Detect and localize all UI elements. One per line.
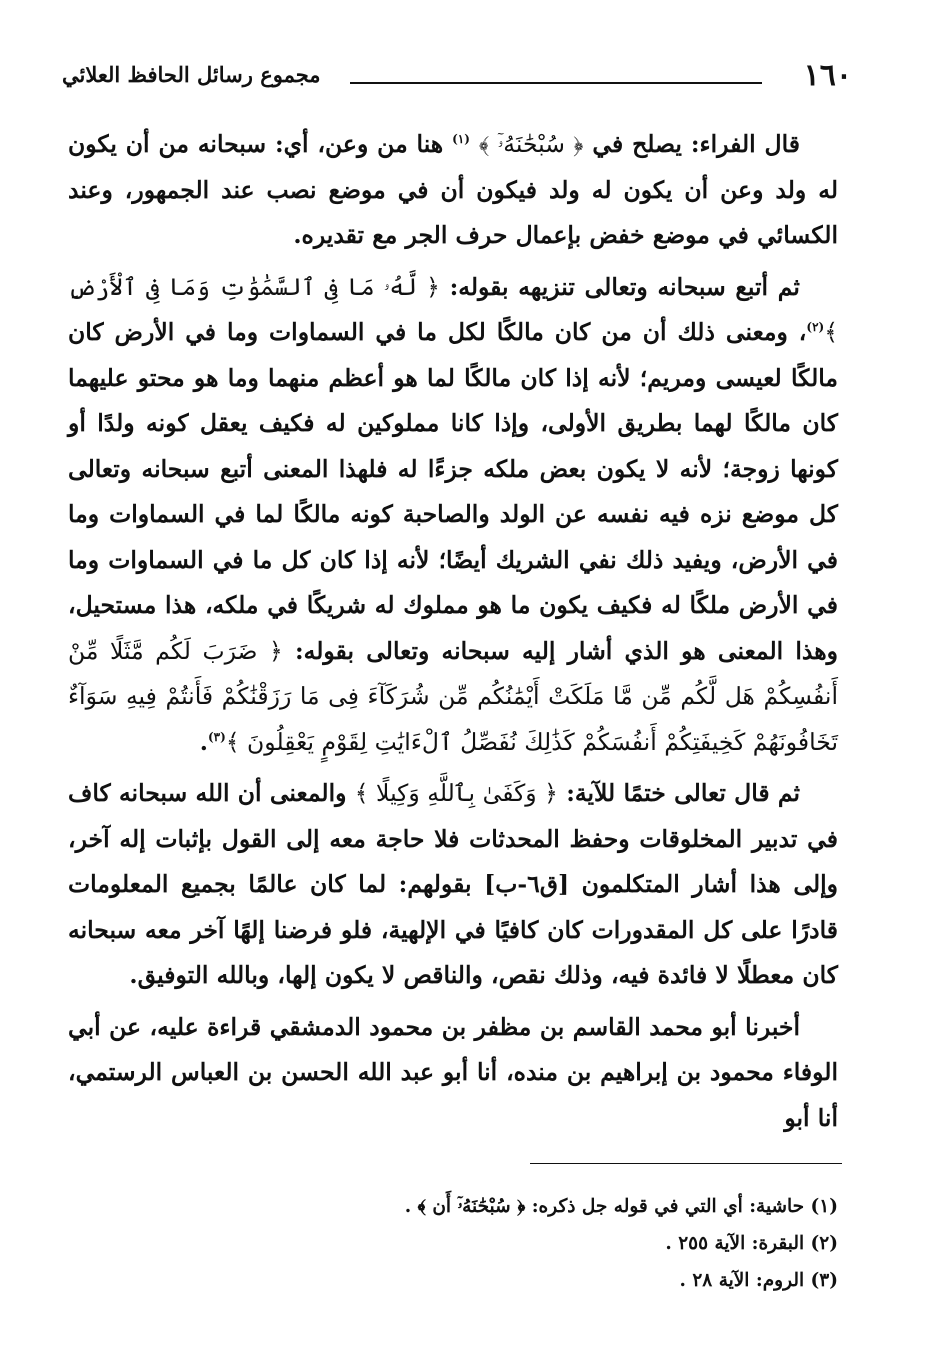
footnote-rule <box>530 1163 842 1164</box>
page-header <box>62 58 852 98</box>
header-rule <box>350 82 762 84</box>
paragraph <box>68 771 838 999</box>
paragraph-text: والمعنى أن الله سبحانه كاف في تدبير المخلوقات وحفظ المحدثات فلا حاجة معه إلى القول بإثبات إله آخر، وإلى هذا أشار المتكلمون [ق٦-ب] بقولهم: لما كان عالمًا بجميع المعلومات قادرًا على كل المقدورات كان كافيًا في الإلهية، فلو فرضنا إلهًا آخر معه سبحانه كان معطلًا لا فائدة فيه، وذلك نقص، والناقص لا يكون إلها، وبالله التوفيق. <box>68 779 839 989</box>
footnote: (٢) البقرة: الآية ٢٥٥ . <box>665 1233 838 1254</box>
paragraph-text: ثم قال تعالى ختمًا للآية: <box>566 779 801 807</box>
paragraph-text: ثم أتبع سبحانه وتعالى تنزيهه بقوله: <box>449 272 800 301</box>
paragraph <box>68 1005 838 1142</box>
footnote: (٣) الروم: الآية ٢٨ . <box>679 1270 838 1291</box>
paragraph-text: قال الفراء: يصلح في <box>592 130 801 158</box>
quran-quote: ﴿ سُبْحَٰنَهُۥٓ ﴾ <box>478 130 584 158</box>
page-number: ١٦٠ <box>803 58 852 93</box>
footnote-ref: (٣) <box>207 729 226 744</box>
main-text <box>68 122 838 1147</box>
quran-quote: ﴿ ضَرَبَ لَكُم مَّثَلًا مِّنْ أَنفُسِكُمْ هَل لَّكُم مِّن مَّا مَلَكَتْ أَيْمَٰنُكُم مِّن شُرَكَآءَ فِى مَا رَزَقْنَٰكُمْ فَأَنتُمْ فِيهِ سَوَآءٌ تَخَافُونَهُمْ كَخِيفَتِكُمْ أَنفُسَكُمْ كَذَٰلِكَ نُفَصِّلُ ٱلْءَايَٰتِ لِقَوْمٍ يَعْقِلُونَ ﴾ <box>68 636 838 756</box>
paragraph-text: . <box>199 727 208 756</box>
paragraph <box>68 265 838 766</box>
footnote: (١) حاشية: أي التي في قوله جل ذكره: ﴿ سُبْحَٰنَهُۥٓ أَن ﴾ . <box>404 1196 838 1217</box>
paragraph-text: ، ومعنى ذلك أن من كان مالكًا لكل ما في السماوات وما في الأرض كان مالكًا لعيسى ومريم؛ لأنه إذا كان مالكًا لما هو أعظم منهما وما هو محتو عليهما كان مالكًا لهما بطريق الأولى، وإذا كانا مملوكين له فكيف يعقل كونه ولدًا أو كونها زوجة؛ لأنه لا يكون بعض ملكه جزءًا له فلهذا المعنى أتبع سبحانه وتعالى كل موضع نزه فيه نفسه عن الولد والصاحبة كونه مالكًا لما في السماوات وما في الأرض، ويفيد ذلك نفي الشريك أيضًا؛ لأنه إذا كان كل ما في السماوات وما في الأرض ملكًا له فكيف يكون ما هو مملوك له شريكًا في ملكه، هذا مستحيل، وهذا المعنى هو الذي أشار إليه سبحانه وتعالى بقوله: <box>68 318 838 665</box>
footnotes <box>68 1188 838 1299</box>
footnote-ref: (٢) <box>806 320 825 335</box>
quran-quote: ﴿ وَكَفَىٰ بِٱللَّهِ وَكِيلًا ﴾ <box>354 779 558 807</box>
footnote-ref: (١) <box>452 132 470 147</box>
quran-quote: ﴿ لَّهُۥ مَا فِى ٱلسَّمَٰوَٰتِ وَمَا فِى ٱلْأَرْضِ ﴾ <box>68 272 838 346</box>
book-title: مجموع رسائل الحافظ العلائي <box>62 62 321 87</box>
paragraph-text: هنا من وعن، أي: سبحانه من أن يكون له ولد وعن أن يكون له ولد فيكون أن في موضع نصب عند الجمهور، وعند الكسائي في موضع خفض بإعمال حرف الجر مع تقديره. <box>68 130 838 249</box>
paragraph <box>68 122 838 259</box>
paragraph-text: أخبرنا أبو محمد القاسم بن مظفر بن محمود الدمشقي قراءة عليه، عن أبي الوفاء محمود بن إبراهيم بن منده، أنا أبو عبد الله الحسن بن العباس الرستمي، أنا أبو <box>68 1012 838 1132</box>
